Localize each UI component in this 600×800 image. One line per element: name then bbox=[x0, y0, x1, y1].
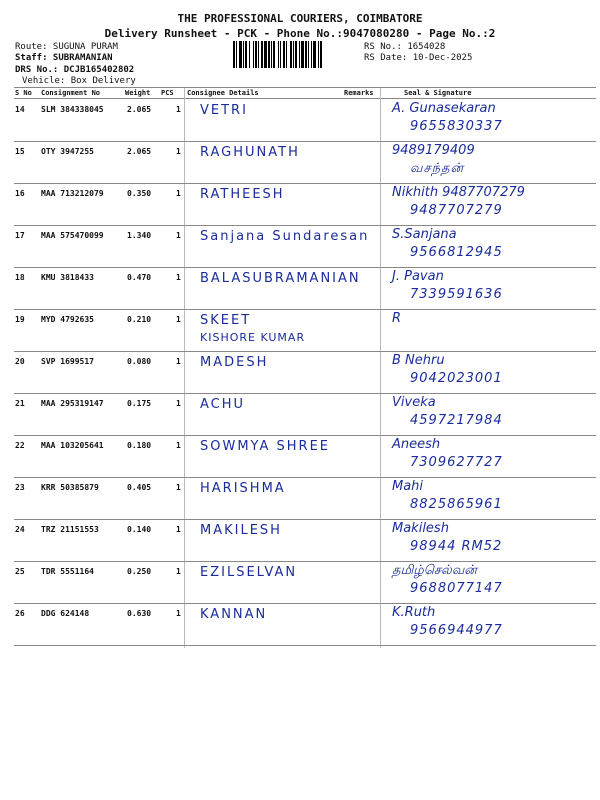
col-sno: S No bbox=[15, 89, 32, 97]
row-consignment: TRZ 21151553 bbox=[41, 525, 99, 534]
row-signature: S.Sanjana bbox=[392, 227, 457, 242]
row-consignee: RAGHUNATH bbox=[200, 145, 300, 160]
row-signature: Mahi bbox=[392, 479, 424, 494]
row-signature-phone: 98944 RM52 bbox=[410, 539, 503, 554]
row-consignment: DDG 624148 bbox=[41, 609, 90, 618]
row-sno: 20 bbox=[15, 357, 25, 366]
row-sno: 17 bbox=[15, 231, 25, 240]
row-signature: J. Pavan bbox=[392, 269, 444, 284]
row-pcs: 1 bbox=[176, 483, 181, 492]
row-sno: 25 bbox=[15, 567, 25, 576]
staff-label: Staff: SUBRAMANIAN bbox=[15, 53, 113, 63]
drs-label: DRS No.: DCJB165402802 bbox=[15, 65, 135, 75]
table-row bbox=[14, 267, 596, 309]
table-row bbox=[14, 477, 596, 519]
row-divider bbox=[14, 645, 596, 646]
table-row bbox=[14, 99, 596, 141]
row-sno: 21 bbox=[15, 399, 25, 408]
rs-date: RS Date: 10-Dec-2025 bbox=[364, 53, 473, 63]
row-consignee: VETRI bbox=[200, 103, 248, 118]
row-pcs: 1 bbox=[176, 567, 181, 576]
row-pcs: 1 bbox=[176, 399, 181, 408]
table-row bbox=[14, 603, 596, 645]
row-pcs: 1 bbox=[176, 357, 181, 366]
col-weight: Weight bbox=[125, 89, 151, 97]
row-sno: 26 bbox=[15, 609, 25, 618]
col-seal: Seal & Signature bbox=[404, 89, 472, 97]
row-sno: 22 bbox=[15, 441, 25, 450]
company-title: THE PROFESSIONAL COURIERS, COIMBATORE bbox=[177, 12, 423, 25]
row-signature-phone: 4597217984 bbox=[410, 413, 503, 428]
table-top-rule bbox=[14, 87, 596, 88]
row-sno: 24 bbox=[15, 525, 25, 534]
row-signature: Makilesh bbox=[392, 521, 449, 536]
row-consignment: KMU 3818433 bbox=[41, 273, 94, 282]
vehicle-label: Vehicle: Box Delivery bbox=[22, 76, 136, 86]
route-label: Route: SUGUNA PURAM bbox=[15, 42, 118, 52]
row-weight: 0.350 bbox=[127, 189, 152, 198]
row-consignment: MYD 4792635 bbox=[41, 315, 94, 324]
row-signature-phone: 7339591636 bbox=[410, 287, 503, 302]
row-sno: 23 bbox=[15, 483, 25, 492]
row-consignment: MAA 103205641 bbox=[41, 441, 104, 450]
row-signature-phone: 9487707279 bbox=[410, 203, 503, 218]
row-pcs: 1 bbox=[176, 231, 181, 240]
row-consignment: SLM 384338045 bbox=[41, 105, 104, 114]
row-weight: 2.065 bbox=[127, 147, 152, 156]
table-row bbox=[14, 309, 596, 351]
row-signature-phone: 7309627727 bbox=[410, 455, 503, 470]
row-consignee: KANNAN bbox=[200, 607, 268, 622]
row-signature-phone: 9655830337 bbox=[410, 119, 503, 134]
row-consignee: SKEET bbox=[200, 313, 252, 328]
col-consignee: Consignee Details bbox=[187, 89, 259, 97]
row-consignee: EZILSELVAN bbox=[200, 565, 298, 580]
row-weight: 1.340 bbox=[127, 231, 152, 240]
row-signature: A. Gunasekaran bbox=[392, 101, 496, 116]
row-pcs: 1 bbox=[176, 273, 181, 282]
row-pcs: 1 bbox=[176, 147, 181, 156]
row-consignee: HARISHMA bbox=[200, 481, 286, 496]
row-signature-phone: வசந்தன் bbox=[410, 161, 465, 176]
row-consignment: TDR 5551164 bbox=[41, 567, 94, 576]
row-consignee: Sanjana Sundaresan bbox=[200, 229, 370, 244]
barcode bbox=[233, 41, 357, 68]
table-row bbox=[14, 435, 596, 477]
row-sno: 19 bbox=[15, 315, 25, 324]
row-consignee: BALASUBRAMANIAN bbox=[200, 271, 361, 286]
table-row bbox=[14, 141, 596, 183]
row-pcs: 1 bbox=[176, 525, 181, 534]
row-signature-phone: 9566812945 bbox=[410, 245, 503, 260]
row-consignment: MAA 575470099 bbox=[41, 231, 104, 240]
row-weight: 2.065 bbox=[127, 105, 152, 114]
row-sno: 15 bbox=[15, 147, 25, 156]
row-pcs: 1 bbox=[176, 189, 181, 198]
row-sno: 16 bbox=[15, 189, 25, 198]
row-signature-phone: 8825865961 bbox=[410, 497, 503, 512]
row-consignment: MAA 295319147 bbox=[41, 399, 104, 408]
row-signature: Aneesh bbox=[392, 437, 441, 452]
row-weight: 0.250 bbox=[127, 567, 152, 576]
row-weight: 0.180 bbox=[127, 441, 152, 450]
row-signature: தமிழ்செல்வன் bbox=[392, 563, 477, 578]
row-signature-phone: 9566944977 bbox=[410, 623, 503, 638]
table-row bbox=[14, 393, 596, 435]
row-pcs: 1 bbox=[176, 441, 181, 450]
row-signature: R bbox=[392, 311, 402, 326]
row-consignee: MAKILESH bbox=[200, 523, 282, 538]
row-weight: 0.470 bbox=[127, 273, 152, 282]
row-pcs: 1 bbox=[176, 609, 181, 618]
row-consignee: RATHEESH bbox=[200, 187, 285, 202]
row-sno: 14 bbox=[15, 105, 25, 114]
row-weight: 0.210 bbox=[127, 315, 152, 324]
row-consignee-extra: KISHORE KUMAR bbox=[200, 331, 306, 344]
row-signature: 9489179409 bbox=[392, 143, 475, 158]
table-row bbox=[14, 351, 596, 393]
row-weight: 0.080 bbox=[127, 357, 152, 366]
row-consignment: MAA 713212079 bbox=[41, 189, 104, 198]
row-weight: 0.140 bbox=[127, 525, 152, 534]
row-weight: 0.405 bbox=[127, 483, 152, 492]
row-pcs: 1 bbox=[176, 315, 181, 324]
row-signature: Viveka bbox=[392, 395, 436, 410]
runsheet-subtitle: Delivery Runsheet - PCK - Phone No.:9047080280 - Page No.:2 bbox=[104, 27, 496, 40]
table-row bbox=[14, 183, 596, 225]
row-consignee: MADESH bbox=[200, 355, 269, 370]
row-signature-phone: 9042023001 bbox=[410, 371, 503, 386]
row-signature-phone: 9688077147 bbox=[410, 581, 503, 596]
col-consignment: Consignment No bbox=[41, 89, 101, 97]
row-signature: Nikhith 9487707279 bbox=[392, 185, 525, 200]
row-weight: 0.175 bbox=[127, 399, 152, 408]
col-remarks: Remarks bbox=[344, 89, 374, 97]
row-consignment: KRR 50385879 bbox=[41, 483, 99, 492]
table-row bbox=[14, 225, 596, 267]
row-consignee: SOWMYA SHREE bbox=[200, 439, 330, 454]
row-pcs: 1 bbox=[176, 105, 181, 114]
row-sno: 18 bbox=[15, 273, 25, 282]
row-weight: 0.630 bbox=[127, 609, 152, 618]
table-row bbox=[14, 561, 596, 603]
rs-number: RS No.: 1654028 bbox=[364, 42, 446, 52]
col-pcs: PCS bbox=[161, 89, 174, 97]
row-signature: B Nehru bbox=[392, 353, 445, 368]
row-consignment: SVP 1699517 bbox=[41, 357, 94, 366]
row-signature: K.Ruth bbox=[392, 605, 436, 620]
row-consignment: OTY 3947255 bbox=[41, 147, 94, 156]
table-row bbox=[14, 519, 596, 561]
row-consignee: ACHU bbox=[200, 397, 246, 412]
